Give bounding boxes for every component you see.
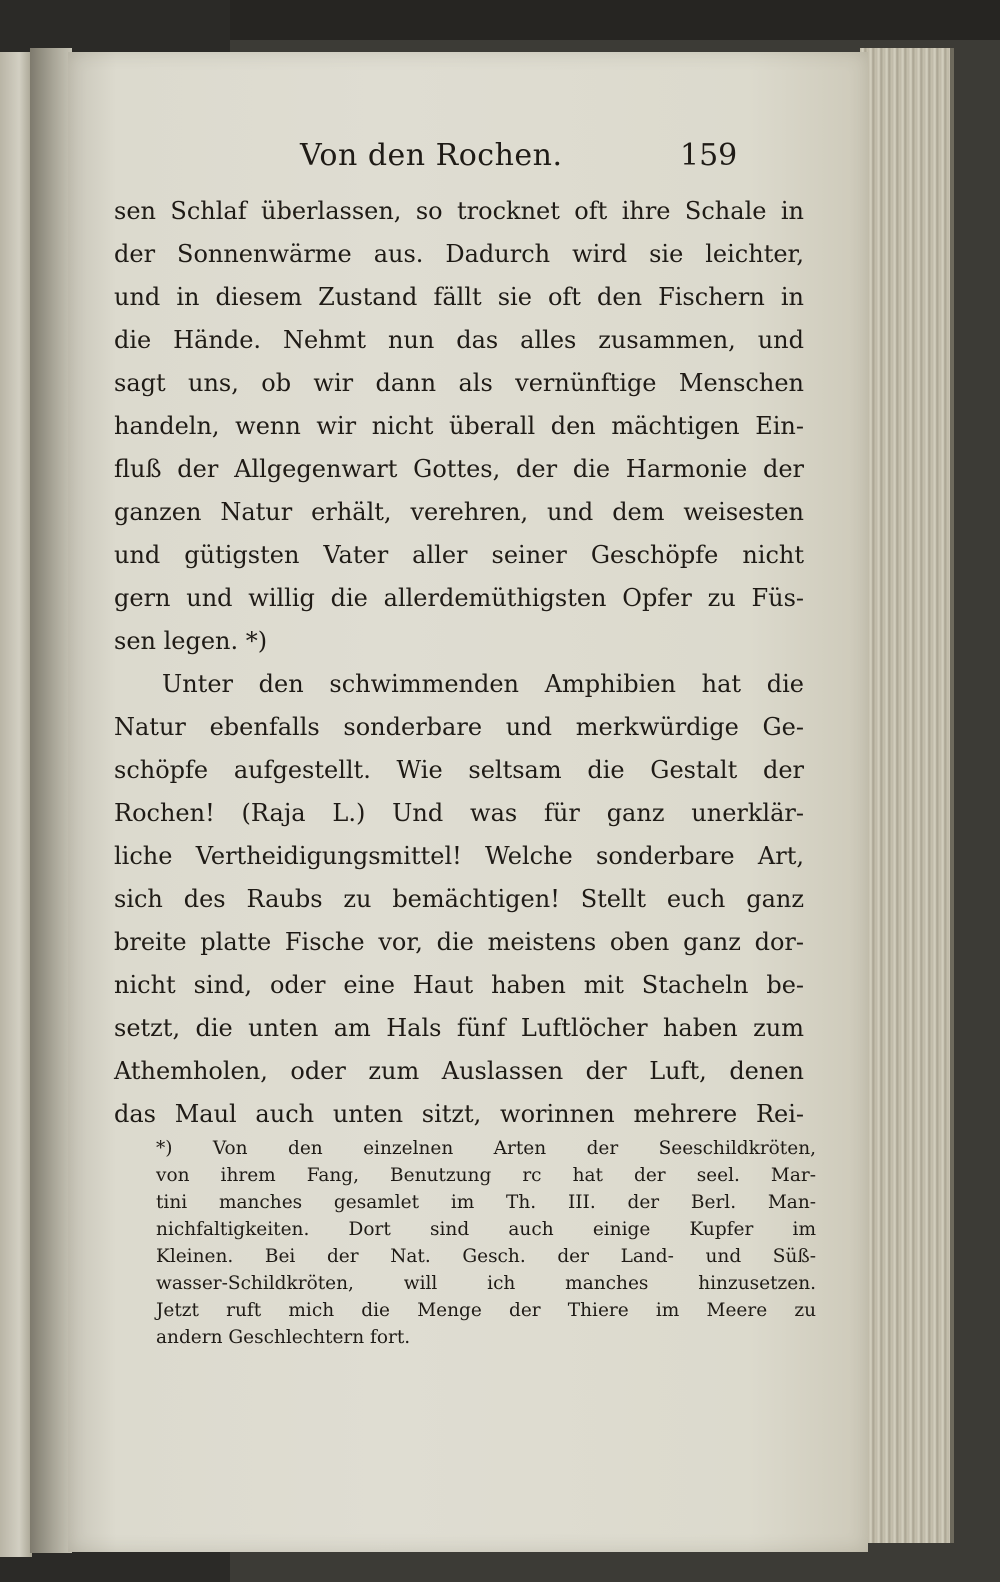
footnote-line: Jetzt ruft mich die Menge der Thiere im Meere zu [156, 1300, 816, 1321]
page-header-title: Von den Rochen. [300, 138, 563, 173]
text-line: liche Vertheidigungsmittel! Welche sonderbare Art, [114, 842, 804, 870]
footnote-line: tini manches gesamlet im Th. III. der Berl. Man- [156, 1192, 816, 1213]
footnote-line: von ihrem Fang, Benutzung rc hat der seel. Mar- [156, 1165, 816, 1186]
text-line: handeln, wenn wir nicht überall den mächtigen Ein- [114, 412, 804, 440]
text-line: sagt uns, ob wir dann als vernünftige Menschen [114, 369, 804, 397]
book-gutter [30, 48, 72, 1553]
text-line: ganzen Natur erhält, verehren, und dem weisesten [114, 498, 804, 526]
footnote [156, 1135, 816, 1351]
text-line: Natur ebenfalls sonderbare und merkwürdige Ge- [114, 713, 804, 741]
text-line: Rochen! (Raja L.) Und was für ganz unerklär- [114, 799, 804, 827]
footnote-line: nichfaltigkeiten. Dort sind auch einige Kupfer im [156, 1219, 816, 1240]
text-line: das Maul auch unten sitzt, worinnen mehrere Rei- [114, 1100, 804, 1128]
text-line: sen Schlaf überlassen, so trocknet oft ihre Schale in [114, 197, 804, 225]
text-line: der Sonnenwärme aus. Dadurch wird sie leichter, [114, 240, 804, 268]
text-line: schöpfe aufgestellt. Wie seltsam die Gestalt der [114, 756, 804, 784]
text-line: und in diesem Zustand fällt sie oft den Fischern in [114, 283, 804, 311]
text-line: und gütigsten Vater aller seiner Geschöpfe nicht [114, 541, 804, 569]
page-stack-edge [860, 48, 954, 1543]
text-line: fluß der Allgegenwart Gottes, der die Harmonie der [114, 455, 804, 483]
text-line: setzt, die unten am Hals fünf Luftlöcher haben zum [114, 1014, 804, 1042]
text-line: nicht sind, oder eine Haut haben mit Stacheln be- [114, 971, 804, 999]
running-head [68, 138, 868, 188]
text-line: sich des Raubs zu bemächtigen! Stellt euch ganz [114, 885, 804, 913]
footnote-line: wasser-Schildkröten, will ich manches hinzusetzen. [156, 1273, 816, 1294]
footnote-line: Kleinen. Bei der Nat. Gesch. der Land- und Süß- [156, 1246, 816, 1267]
text-line: sen legen. *) [114, 627, 268, 655]
footnote-line: *) Von den einzelnen Arten der Seeschildkröten, [156, 1138, 816, 1159]
page-number: 159 [680, 138, 738, 173]
text-line: Unter den schwimmenden Amphibien hat die [162, 670, 804, 698]
facing-page-edge [0, 52, 32, 1557]
footnote-line: andern Geschlechtern fort. [156, 1327, 411, 1348]
text-line: die Hände. Nehmt nun das alles zusammen, und [114, 326, 804, 354]
text-line: breite platte Fische vor, die meistens oben ganz dor- [114, 928, 804, 956]
text-line: gern und willig die allerdemüthigsten Opfer zu Füs- [114, 584, 804, 612]
main-text [114, 190, 804, 1136]
book-page [68, 52, 868, 1552]
text-line: Athemholen, oder zum Auslassen der Luft, denen [114, 1057, 804, 1085]
